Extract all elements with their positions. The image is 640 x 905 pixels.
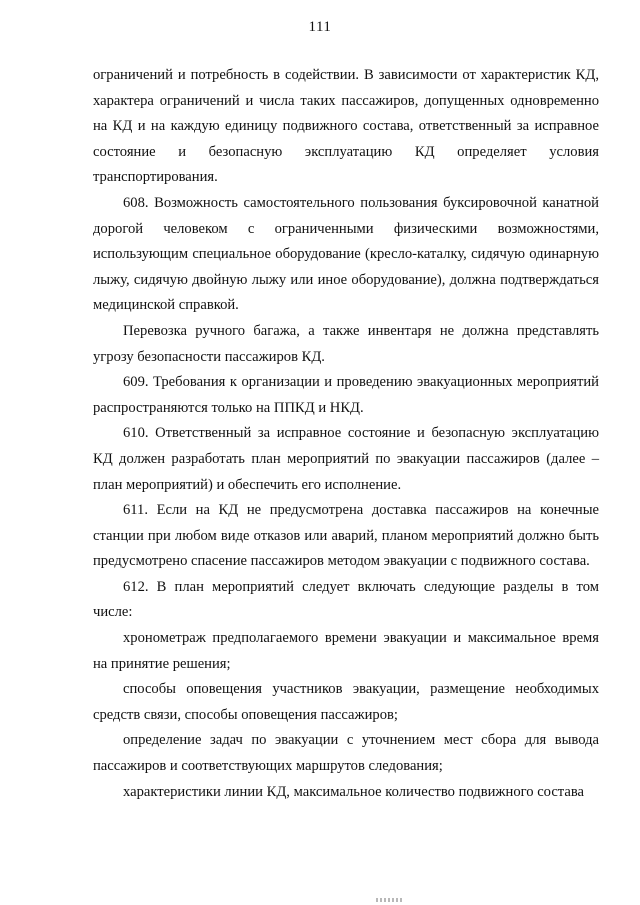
- list-item-timing: хронометраж предполагаемого времени эвакуации и максимальное время на принятие решения;: [93, 630, 599, 672]
- paragraph-612: 612. В план мероприятий следует включать следующие разделы в том числе:: [93, 578, 599, 621]
- paragraph-continuation: ограничений и потребность в содействии. В зависимости от характеристик КД, характера ограничений и числа таких пассажиров, допущенных одновременно на КД и на каждую единицу подвижного состава, ответственный за исправное состояние и безопасную эксплуатацию КД определяет условия транспортирования.: [93, 67, 599, 186]
- page-number: 111: [308, 19, 332, 35]
- paragraph-610: 610. Ответственный за исправное состояние и безопасную эксплуатацию КД должен разработать план мероприятий по эвакуации пассажиров (далее – план мероприятий) и обеспечить его исполнение.: [93, 425, 599, 493]
- paragraph-609: 609. Требования к организации и проведению эвакуационных мероприятий распространяются только на ППКД и НКД.: [93, 374, 599, 416]
- list-item-notification: способы оповещения участников эвакуации, размещение необходимых средств связи, способы оповещения пассажиров;: [93, 681, 599, 723]
- list-item-characteristics: характеристики линии КД, максимальное количество подвижного состава: [123, 783, 585, 800]
- paragraph-611: 611. Если на КД не предусмотрена доставка пассажиров на конечные станции при любом виде отказов или аварий, планом мероприятий должно быть предусмотрено спасение пассажиров методом эвакуации с подвижного состава.: [93, 502, 599, 570]
- document-body: [93, 63, 599, 805]
- paragraph-608: 608. Возможность самостоятельного пользования буксировочной канатной дорогой человеком с ограниченными физическими возможностями, использующим специальное оборудование (кресло-каталку, сидячую одинарную лыжу, сидячую двойную лыжу или иное оборудование), должна подтверждаться медицинской справкой.: [93, 194, 599, 314]
- list-item-tasks: определение задач по эвакуации с уточнением мест сбора для вывода пассажиров и соответствующих маршрутов следования;: [93, 732, 599, 775]
- scan-artifact: [376, 898, 404, 902]
- paragraph-baggage: Перевозка ручного багажа, а также инвентаря не должна представлять угрозу безопасности пассажиров КД.: [93, 322, 599, 365]
